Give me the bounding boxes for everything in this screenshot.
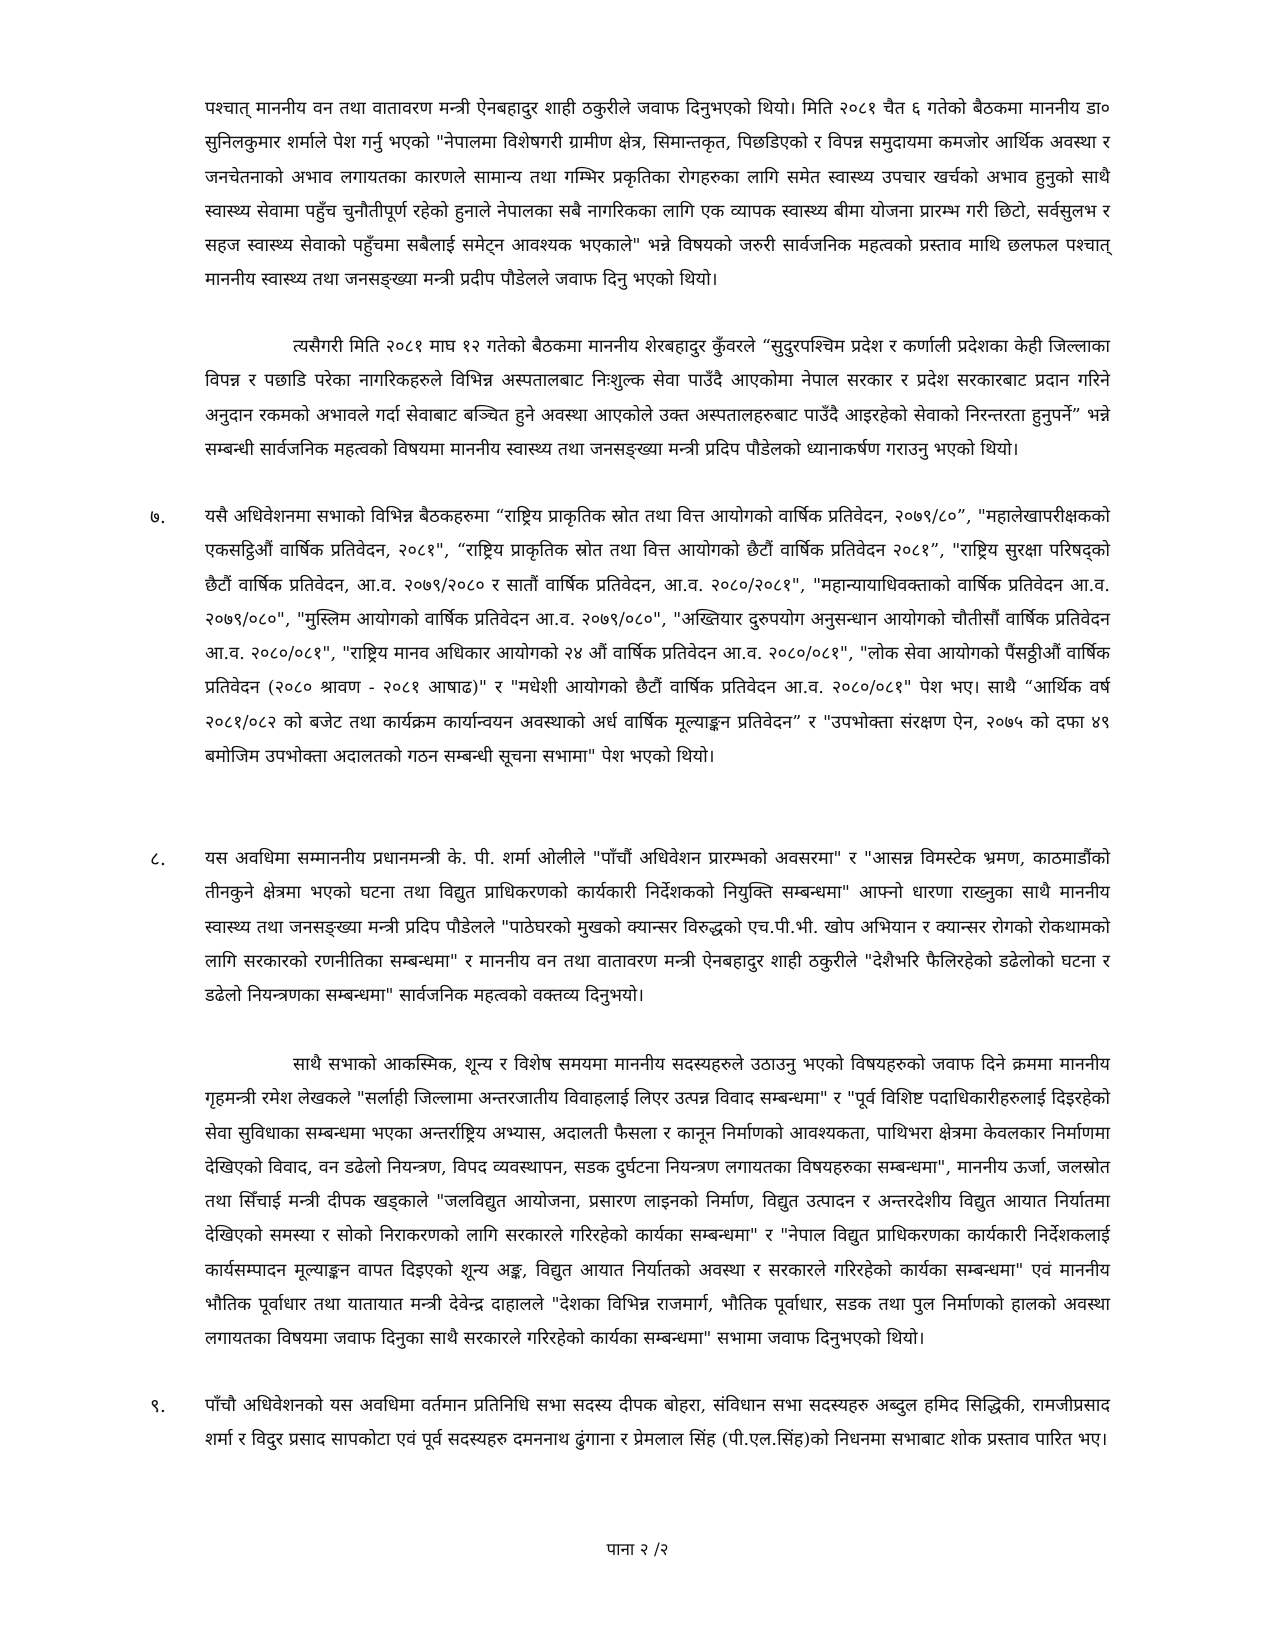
paragraph-attention-motion: त्यसैगरी मिति २०८१ माघ १२ गतेको बैठकमा माननीय शेरबहादुर कुँवरले “सुदुरपश्चिम प्रदेश र कर्णाली प्रदेशका केही जिल्लाका विपन्न र पछाडि परेका नागरिकहरुले विभिन्न अस्पतालबाट निःशुल्क सेवा पाउँदै आएकोमा नेपाल सरकार र प्रदेश सरकारबाट प्रदान गरिने अनुदान रकमको अभावले गर्दा सेवाबाट बञ्चित हुने अवस्था आएकोले उक्त अस्पतालहरुबाट पाउँदै आइरहेको सेवाको निरन्तरता हुनुपर्ने” भन्ने सम्बन्धी सार्वजनिक महत्वको विषयमा माननीय स्वास्थ्य तथा जनसङ्ख्या मन्त्री प्रदिप पौडेलको ध्यानाकर्षण गराउनु भएको थियो। [205, 336, 1110, 460]
item-number-8: ८. [150, 848, 166, 870]
paragraph-item-9-condolence: पाँचौ अधिवेशनको यस अवधिमा वर्तमान प्रतिनिधि सभा सदस्य दीपक बोहरा, संविधान सभा सदस्यहरु अब्दुल हमिद सिद्धिकी, रामजीप्रसाद शर्मा र विदुर प्रसाद सापकोटा एवं पूर्व सदस्यहरु दमननाथ ढुंगाना र प्रेमलाल सिंह (पी.एल.सिंह)को निधनमा सभाबाट शोक प्रस्ताव पारित भए। [205, 1395, 1110, 1451]
paragraph-item-8-statements: यस अवधिमा सम्माननीय प्रधानमन्त्री के. पी. शर्मा ओलीले "पाँचौं अधिवेशन प्रारम्भको अवसरमा" र "आसन्न विमस्टेक भ्रमण, काठमाडौंको तीनकुने क्षेत्रमा भएको घटना तथा विद्युत प्राधिकरणको कार्यकारी निर्देशकको नियुक्ति सम्बन्धमा" आफ्नो धारणा राख्नुका साथै माननीय स्वास्थ्य तथा जनसङ्ख्या मन्त्री प्रदिप पौडेलले "पाठेघरको मुखको क्यान्सर विरुद्धको एच.पी.भी. खोप अभियान र क्यान्सर रोगको रोकथामको लागि सरकारको रणनीतिका सम्बन्धमा" र माननीय वन तथा वातावरण मन्त्री ऐनबहादुर शाही ठकुरीले "देशैभरि फैलिरहेको डढेलोको घटना र डढेलो नियन्त्रणका सम्बन्धमा" सार्वजनिक महत्वको वक्तव्य दिनुभयो। [205, 848, 1110, 1007]
paragraph-continuation: पश्चात् माननीय वन तथा वातावरण मन्त्री ऐनबहादुर शाही ठकुरीले जवाफ दिनुभएको थियो। मिति २०८१ चैत ६ गतेको बैठकमा माननीय डा० सुनिलकुमार शर्माले पेश गर्नु भएको "नेपालमा विशेषगरी ग्रामीण क्षेत्र, सिमान्तकृत, पिछडिएको र विपन्न समुदायमा कमजोर आर्थिक अवस्था र जनचेतनाको अभाव लगायतका कारणले सामान्य तथा गम्भिर प्रकृतिका रोगहरुका लागि समेत स्वास्थ्य उपचार खर्चको अभाव हुनुको साथै स्वास्थ्य सेवामा पहुँच चुनौतीपूर्ण रहेको हुनाले नेपालका सबै नागरिकका लागि एक व्यापक स्वास्थ्य बीमा योजना प्रारम्भ गरी छिटो, सर्वसुलभ र सहज स्वास्थ्य सेवाको पहुँचमा सबैलाई समेट्न आवश्यक भएकाले" भन्ने विषयको जरुरी सार्वजनिक महत्वको प्रस्ताव माथि छलफल पश्चात् माननीय स्वास्थ्य तथा जनसङ्ख्या मन्त्री प्रदीप पौडेलले जवाफ दिनु भएको थियो। [205, 98, 1110, 291]
item-number-9: ९. [150, 1395, 166, 1417]
paragraph-item-8-replies: साथै सभाको आकस्मिक, शून्य र विशेष समयमा माननीय सदस्यहरुले उठाउनु भएको विषयहरुको जवाफ दिने क्रममा माननीय गृहमन्त्री रमेश लेखकले "सर्लाही जिल्लामा अन्तरजातीय विवाहलाई लिएर उत्पन्न विवाद सम्बन्धमा" र "पूर्व विशिष्ट पदाधिकारीहरुलाई दिइरहेको सेवा सुविधाका सम्बन्धमा भएका अन्तर्राष्ट्रिय अभ्यास, अदालती फैसला र कानून निर्माणको आवश्यकता, पाथिभरा क्षेत्रमा केवलकार निर्माणमा देखिएको विवाद, वन डढेलो नियन्त्रण, विपद व्यवस्थापन, सडक दुर्घटना नियन्त्रण लगायतका विषयहरुका सम्बन्धमा", माननीय ऊर्जा, जलस्रोत तथा सिँचाई मन्त्री दीपक खड्काले "जलविद्युत आयोजना, प्रसारण लाइनको निर्माण, विद्युत उत्पादन र अन्तरदेशीय विद्युत आयात निर्यातमा देखिएको समस्या र सोको निराकरणको लागि सरकारले गरिरहेको कार्यका सम्बन्धमा" र "नेपाल विद्युत प्राधिकरणका कार्यकारी निर्देशकलाई कार्यसम्पादन मूल्याङ्कन वापत दिइएको शून्य अङ्क, विद्युत आयात निर्यातको अवस्था र सरकारले गरिरहेको कार्यका सम्बन्धमा" एवं माननीय भौतिक पूर्वाधार तथा यातायात मन्त्री देवेन्द्र दाहालले "देशका विभिन्न राजमार्ग, भौतिक पूर्वाधार, सडक तथा पुल निर्माणको हालको अवस्था लगायतका विषयमा जवाफ दिनुका साथै सरकारले गरिरहेको कार्यका सम्बन्धमा" सभामा जवाफ दिनुभएको थियो। [205, 1054, 1110, 1350]
item-number-7: ७. [150, 506, 166, 528]
paragraph-item-7-reports: यसै अधिवेशनमा सभाको विभिन्न बैठकहरुमा “राष्ट्रिय प्राकृतिक स्रोत तथा वित्त आयोगको वार्षिक प्रतिवेदन, २०७९/८०”, "महालेखापरीक्षकको एकसट्ठिऔं वार्षिक प्रतिवेदन, २०८१", “राष्ट्रिय प्राकृतिक स्रोत तथा वित्त आयोगको छैटौं वार्षिक प्रतिवेदन २०८१”, "राष्ट्रिय सुरक्षा परिषद्को छैटौं वार्षिक प्रतिवेदन, आ.व. २०७९/२०८० र सातौं वार्षिक प्रतिवेदन, आ.व. २०८०/२०८१", "महान्यायाधिवक्ताको वार्षिक प्रतिवेदन आ.व. २०७९/०८०", "मुस्लिम आयोगको वार्षिक प्रतिवेदन आ.व. २०७९/०८०", "अख्तियार दुरुपयोग अनुसन्धान आयोगको चौतीसौं वार्षिक प्रतिवेदन आ.व. २०८०/०८१", "राष्ट्रिय मानव अधिकार आयोगको २४ औं वार्षिक प्रतिवेदन आ.व. २०८०/०८१", "लोक सेवा आयोगको पैंसठ्ठीऔं वार्षिक प्रतिवेदन (२०८० श्रावण - २०८१ आषाढ)" र "मधेशी आयोगको छैटौं वार्षिक प्रतिवेदन आ.व. २०८०/०८१" पेश भए। साथै “आर्थिक वर्ष २०८१/०८२ को बजेट तथा कार्यक्रम कार्यान्वयन अवस्थाको अर्ध वार्षिक मूल्याङ्कन प्रतिवेदन” र "उपभोक्ता संरक्षण ऐन, २०७५ को दफा ४९ बमोजिम उपभोक्ता अदालतको गठन सम्बन्धी सूचना सभामा" पेश भएको थियो। [205, 506, 1110, 768]
page-number-footer: पाना २ /२ [606, 1540, 669, 1560]
